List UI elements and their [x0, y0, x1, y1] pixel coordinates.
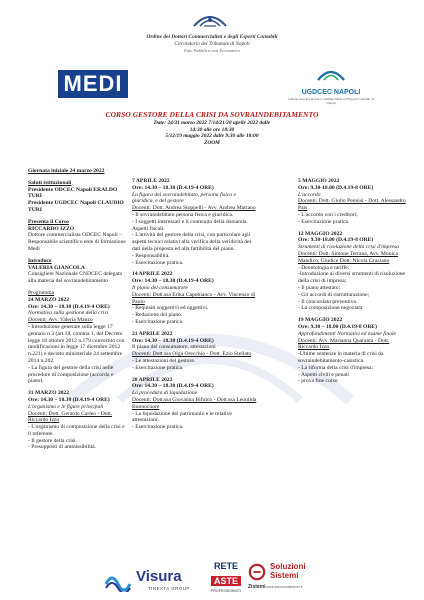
course-dates-3: 5/12/19 maggio 2022 dalle 9:30 alle 18:00 [165, 133, 259, 140]
soluzioni-sistemi-logo [248, 562, 328, 596]
session-item: - L'organismo di composizione della crisi e il referente. [28, 424, 125, 437]
org-type: Ente Pubblico non Economico [183, 48, 240, 53]
session-item: - Esercitazione pratica. [298, 218, 350, 225]
session-topic: L'accordo [298, 191, 321, 198]
session-topic: Strumenti di risoluzione della crisi d'impresa [298, 244, 399, 251]
session-item: - Il gestore della crisi. [28, 437, 77, 444]
session-item: - La liquidazione del patrimonio e le relative attestazioni. [132, 410, 232, 424]
visura-logo [104, 566, 204, 594]
course-dates-2: 14:30 alle ore 18:30 [189, 126, 235, 133]
session-item: - Esercitazione pratica. [132, 424, 184, 431]
programma-heading: Programma [28, 289, 55, 296]
rete-aste-logo [208, 562, 244, 596]
session-item: - L'attività del gestore della crisi, con particolare agli aspetti tecnici relativi alla verifica della veridicità dei dati della proposta ed alla fattibilità del piano. [132, 232, 252, 252]
session-date: 21 APRILE 2022 [132, 330, 173, 337]
session-item: - Introduzione generale sulla legge 17 gennaio n.3 (art.18, comma 1, del Decreto legge 18 ottobre 2012 n.179 convertito con modificazioni in legge 17 dicembre 2012 n.221) e decreto ministeriale 24 settembre 2014 n.202. [28, 323, 125, 364]
session-topic: Approfondimenti Normativi ed esame finale [298, 330, 396, 337]
session-item: -Ultime sentenze in materia di crisi da sovraindebitamento-casistica. [298, 351, 384, 364]
session-time: Ore: 14.30 – 18.30 (D.4.19-4 ORE) [28, 396, 110, 403]
org-district: Circondario del Tribunale di Napoli [174, 41, 250, 47]
course-mode: ZOOM [204, 139, 220, 146]
session-item: - Responsabilità. [132, 252, 170, 259]
session-topic: Il piano del consumatore, attestazioni [132, 344, 216, 351]
session-time: Ore: 14.30 – 18.30 (D.4.19-4 ORE) [132, 184, 214, 191]
session-item: - I soggetti interessati e il contenuto della domanda. Aspetti fiscali. [132, 218, 248, 232]
course-dates-1: Date: 24/31 marzo 2022 7/14/21/28 aprile 2022 dalle [153, 120, 271, 126]
session-date: 24 MARZO 2022 [28, 296, 70, 303]
session-time: Ore: 14.30 – 18.30 (D.4.19-4 ORE) [132, 383, 214, 390]
session-item: - Deontologia e tariffe; [298, 264, 350, 271]
session-date: 31 MARZO 2022 [28, 390, 70, 397]
saluti-odcec: Presidente ODCEC Napoli ERALDO TURI [28, 186, 118, 200]
session-topic: Il piano del consumatore [132, 284, 188, 291]
session-item: - Gli accordi di ristrutturazione; [298, 291, 370, 298]
intro-name: VALERIA GIANCOLA [28, 264, 85, 271]
session-item: - Il sovraindebitato persona fisica e giuridica. [132, 211, 234, 218]
session-item: - Aspetti civili e penali [298, 371, 349, 378]
column-intro [28, 168, 126, 456]
column-april [132, 178, 258, 436]
session-item: - Requisiti soggettivi ed oggettivi. [132, 305, 209, 312]
session-date: 19 MAGGIO 2022 [298, 317, 343, 324]
ugdcec-emblem-icon [316, 64, 346, 84]
session-time: Ore: 14.30 – 18.30 (D.4.19-4 ORE) [28, 303, 110, 310]
session-time: Ore: 14.30 – 18.30 (D.4.19-4 ORE) [132, 337, 214, 344]
session-item: - La figura del gestore della crisi nelle procedure di composizione (accordo e piano). [28, 364, 114, 385]
session-docenti: Docenti: Dott. Simone Terrana, Avv. Monica Mandico, Giudice Dott. Nicola Graziano [298, 250, 399, 264]
session-item: - Esercitazione pratica. [132, 364, 184, 371]
soluzioni-mark-icon [248, 563, 266, 581]
medi-logo: MEDI [58, 70, 128, 98]
ugdcec-name: UGDCEC NAPOLI [301, 89, 361, 96]
session-time: Ore: 9.30-18.00 (D.4.19-8 ORE) [298, 184, 374, 191]
session-item: - Redazione del piano. [132, 312, 183, 319]
sponsor-footer [0, 560, 424, 600]
session-item: - Il piano attestato; [298, 284, 341, 291]
session-topic: Normativa sulla gestione della crisi [28, 310, 109, 317]
column-may [298, 178, 410, 390]
visura-wave-icon [104, 568, 134, 592]
session-docenti: Docenti: Avv. Valeria Manzo [28, 317, 93, 324]
session-item: - Presupposti di ammissibilità. [28, 444, 97, 451]
session-topic: La procedura di liquidazione [132, 390, 198, 397]
session-item: - La composizione negoziata [298, 305, 363, 312]
session-item: - La riforma della crisi d'impresa; [298, 364, 374, 371]
session-item: - Esercitazione pratica. [132, 318, 184, 325]
session-docenti: Docenti: Dott. Gerardo Carleo - Dott. Riccardo Izzo [28, 410, 113, 424]
soluzioni-label: Soluzioni [270, 562, 306, 571]
session-date: 7 APRILE 2022 [132, 178, 170, 184]
course-header [40, 110, 384, 146]
course-title: CORSO GESTORE DELLA CRISI DA SOVRAINDEBITAMENTO [105, 110, 319, 119]
ugdcec-logo [288, 64, 374, 104]
ugdcec-subtitle: Unione Giovani Dottori Commercialisti ed Esperti Contabili di Napoli [288, 97, 374, 105]
session-topic: L'organismo e le figure principali [28, 403, 104, 410]
org-header [100, 34, 324, 54]
session-item: - Le attestazioni del gestore. [132, 357, 196, 364]
session-date: 12 MAGGIO 2022 [298, 230, 343, 237]
intro-desc: Consigliere Nazionale CNDCEC delegato alla materia del sovraindebitamento [28, 271, 123, 285]
session-item: - Il concordato preventivo. [298, 298, 358, 305]
intro-heading: Introduce [28, 257, 52, 264]
presenta-desc: Dottore commercialista ODCEC Napoli – Responsabile scientifico ente di formazione Medi [28, 232, 126, 252]
session-item: - prova fine corso [298, 378, 338, 385]
saluti-heading: Saluti istituzionali [28, 179, 72, 186]
session-date: 28 APRILE 2022 [132, 376, 173, 383]
odcec-emblem-icon [190, 6, 230, 32]
session-topic: La figura del sovraindebitato, persona fisica e giuridica, e del gestore [132, 191, 236, 205]
visura-name: Visura [136, 568, 182, 585]
session-date: 5 MAGGIO 2022 [298, 178, 340, 184]
presenta-heading: Presenta il Corso [28, 218, 69, 225]
session-docenti: Docenti: Dott.ssa Olga Orecchio - Dott. Ezio Stellato [132, 351, 252, 358]
saluti-ugdcec: Presidente UGDCEC Napoli CLAUDIO TURI [28, 200, 124, 213]
presenta-name: RICCARDO IZZO [28, 225, 75, 232]
session-date: 14 APRILE 2022 [132, 271, 173, 278]
sistemi-label: Sistemi [270, 571, 299, 580]
session-time: Ore: 9.30 – 18.00 (D.4.19-8 ORE) [298, 323, 377, 330]
session-time: Ore: 14.30 – 18.30 (D.4.19-4 ORE) [132, 278, 214, 285]
rete-sub: PROFESSIONISTI [210, 589, 242, 593]
session-item: - Esercitazione pratica. [132, 259, 184, 266]
visura-group: TINEXTA GROUP [148, 586, 190, 591]
session-docenti: Docenti: Dott. Giulio Pennisi - Dott. Alessandro Pais [298, 198, 406, 212]
aste-label: ASTE [211, 576, 241, 586]
session-time: Ore: 9.30-18.00 (D.4.19-8 ORE) [298, 237, 374, 244]
session-docenti: Docenti: Dott.ssa Giovanna Bifulco - Dott.ssa Leonilda Buonocuore [132, 396, 257, 410]
session-item: -Introduzione ai diversi strumenti di risoluzione della crisi di impresa; [298, 271, 406, 285]
soluzioni-url: www.soluzionisistemi.it [266, 585, 303, 589]
org-name: Ordine dei Dottori Commercialisti e degli Esperti Contabili [146, 34, 278, 40]
session-docenti: Docenti: Dott.ssa Erika Capobianco - Avv. Vincenzo di Paolo [132, 291, 256, 305]
day1-heading: Giornata iniziale 24 marzo 2022 [28, 168, 105, 174]
session-docenti: Docenti: Avv. Marianna Quaranta - Dott. Riccardo Izzo [298, 337, 390, 351]
rete-label: RETE [213, 561, 238, 571]
session-docenti: Docenti: Dott. Andrea Stoppelli - Avv. Andrea Martano [132, 205, 256, 212]
zistemi-label: Zistemi [248, 584, 266, 590]
session-item: - L'accordo con i creditori; [298, 211, 358, 218]
